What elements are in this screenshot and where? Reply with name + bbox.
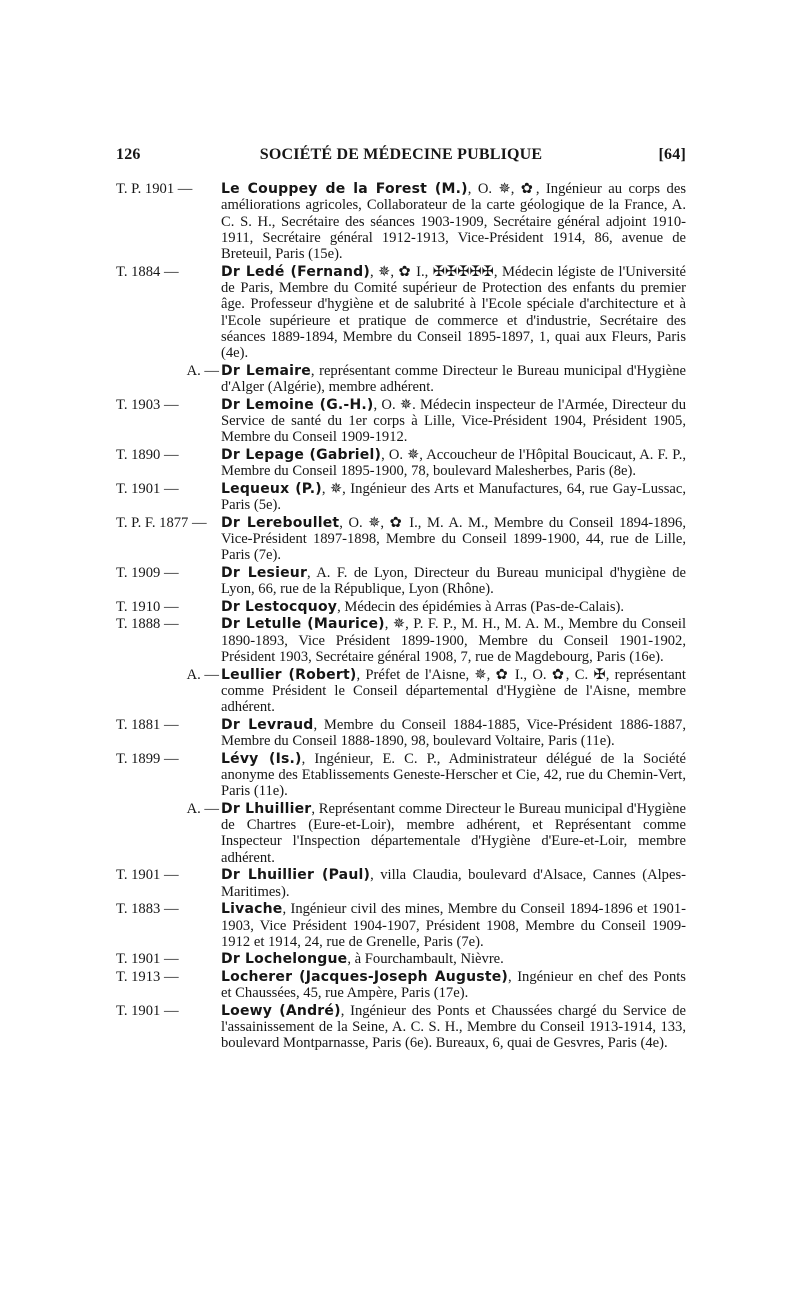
member-details: , Préfet de l'Aisne, ✵, ✿ I., O. ✿, C. ✠, représentant comme Président le Conseil départemental d'Hygiène de l'Aisne, membre adhérent. [221,666,686,716]
member-details: , Ingénieur, E. C. P., Administrateur délégué de la Société anonyme des Etablissements Geneste-Herscher et Cie, 42, rue du Chemin-Vert, Paris (11e). [221,750,686,800]
member-entry [116,951,686,967]
page-reference: [64] [658,146,686,163]
membership-prefix: T. P. F. 1877 — [116,514,207,531]
member-details: , Ingénieur en chef des Ponts et Chaussées, 45, rue Ampère, Paris (17e). [221,969,686,1002]
member-details: , Ingénieur civil des mines, Membre du Conseil 1894-1896 et 1901-1903, Vice Président 1904-1907, Président 1908, Membre du Conseil 1909-1912 et 1914, 24, rue de Grenelle, Paris (7e). [221,901,686,950]
member-entry [116,801,686,866]
member-name: Dr Ledé (Fernand) [221,263,370,280]
member-entry [116,363,686,396]
member-details: , O. ✵. Médecin inspecteur de l'Armée, Directeur du Service de santé du 1er corps à Lille, Vice-Président 1904, Président 1905, Membre du Conseil 1909-1912. [221,396,686,446]
membership-prefix: T. 1901 — [116,951,179,968]
member-name: Dr Lereboullet [221,514,340,531]
membership-prefix: T. 1903 — [116,396,179,413]
member-name: Dr Lemaire [221,362,311,379]
member-details: , représentant comme Directeur le Bureau municipal d'Hygiène d'Alger (Algérie), membre adhérent. [221,362,686,396]
member-name: Le Couppey de la Forest (M.) [221,181,468,197]
member-entry [116,751,686,800]
member-entry [116,1003,686,1052]
membership-prefix: T. P. 1901 — [116,181,193,197]
member-details: , ✵, ✿ I., ✠✠✠✠✠, Médecin légiste de l'Université de Paris, Membre du Comité supérieur de Protection des enfants du premier âge. Professeur d'hygiène et de salubrité à l'Ecole spéciale d'architecture et à l'Ecole supérieure et pratique de commerce et d'industrie, Secrétaire des séances 1889-1894, Membre du Conseil 1895-1897, 1, quai aux Fleurs, Paris (4e). [221,263,686,362]
membership-prefix: A. — [186,362,219,379]
member-entry [116,599,686,615]
member-entry [116,901,686,950]
membership-prefix: A. — [186,666,219,683]
member-name: Dr Levraud [221,716,314,733]
membership-prefix: T. 1899 — [116,750,179,767]
member-name: Dr Lhuillier [221,800,312,817]
member-name: Lévy (Is.) [221,750,302,767]
member-entry [116,481,686,514]
member-name: Dr Lestocquoy [221,598,338,615]
member-entry [116,515,686,564]
member-name: Locherer (Jacques-Joseph Auguste) [221,969,509,985]
membership-prefix: A. — [186,800,219,817]
member-details: , Membre du Conseil 1884-1885, Vice-Président 1886-1887, Membre du Conseil 1888-1890, 98, boulevard Voltaire, Paris (11e). [221,716,686,750]
member-entry [116,447,686,480]
member-entry [116,565,686,598]
member-details: , villa Claudia, boulevard d'Alsace, Cannes (Alpes-Maritimes). [221,867,686,900]
member-entry [116,867,686,900]
membership-prefix: T. 1890 — [116,446,179,463]
membership-prefix: T. 1901 — [116,1002,179,1019]
member-details: , ✵, Ingénieur des Arts et Manufactures, 64, rue Gay-Lussac, Paris (5e). [221,480,686,514]
membership-prefix: T. 1901 — [116,867,179,884]
member-details: , Ingénieur des Ponts et Chaussées chargé du Service de l'assainissement de la Seine, A. C. S. H., Membre du Conseil 1913-1914, 133, boulevard Montparnasse, Paris (6e). Bureaux, 6, quai de Gesvres, Paris (4e). [221,1002,686,1052]
membership-prefix: T. 1913 — [116,969,179,985]
member-name: Loewy (André) [221,1002,341,1019]
member-name: Dr Lochelongue [221,951,348,968]
member-details: , O. ✵, Accoucheur de l'Hôpital Boucicaut, A. F. P., Membre du Conseil 1895-1900, 78, boulevard Malesherbes, Paris (8e). [221,446,687,480]
member-entry [116,616,686,665]
member-name: Leullier (Robert) [221,666,357,683]
member-entry [116,717,686,750]
member-details: , Médecin des épidémies à Arras (Pas-de-Calais). [337,598,625,615]
member-entry [116,667,686,716]
membership-prefix: T. 1901 — [116,480,179,497]
member-details: , à Fourchambault, Nièvre. [347,951,504,968]
member-details: , A. F. de Lyon, Directeur du Bureau municipal d'hygiène de Lyon, 66, rue de la République, Lyon (Rhône). [221,564,686,598]
membership-prefix: T. 1881 — [116,716,179,733]
membership-prefix: T. 1888 — [116,616,179,633]
running-title: SOCIÉTÉ DE MÉDECINE PUBLIQUE [259,146,543,163]
member-entry [116,969,686,1002]
member-entry [116,181,686,262]
member-name: Dr Lhuillier (Paul) [221,867,371,884]
membership-prefix: T. 1909 — [116,564,179,581]
membership-prefix: T. 1910 — [116,598,179,615]
member-details: , ✵, P. F. P., M. H., M. A. M., Membre du Conseil 1890-1893, Vice Président 1899-1900, Membre du Conseil 1901-1902, Président 1903, Secrétaire général 1908, 7, rue de Magdebourg, Paris (16e). [221,616,686,665]
member-name: Dr Lemoine (G.-H.) [221,396,374,413]
member-details: , O. ✵, ✿ I., M. A. M., Membre du Conseil 1894-1896, Vice-Président 1897-1898, Membre du Conseil 1899-1900, 44, rue de Lille, Paris (7e). [221,514,686,564]
membership-prefix: T. 1884 — [116,263,179,280]
member-name: Dr Lepage (Gabriel) [221,446,382,463]
member-name: Dr Lesieur [221,564,308,581]
member-name: Livache [221,901,283,918]
member-details: , Représentant comme Directeur le Bureau municipal d'Hygiène de Chartres (Eure-et-Loir), membre adhérent, et Représentant comme Inspecteur l'Inspection départementale d'Hygiène d'Eure-et-Loir, membre adhérent. [221,800,687,866]
member-entry [116,397,686,446]
member-name: Lequeux (P.) [221,480,322,497]
membership-prefix: T. 1883 — [116,901,179,918]
member-list [116,181,686,1053]
page-number: 126 [116,146,141,163]
member-details: , O. ✵, ✿, Ingénieur au corps des améliorations agricoles, Collaborateur de la carte géologique de la France, A. C. S. H., Secrétaire des séances 1903-1909, Secrétaire général adjoint 1910-1911, Secrétaire général 1912-1913, Vice-Président 1914, 86, avenue de Breteuil, Paris (15e). [221,181,686,263]
running-header [116,146,686,166]
member-entry [116,264,686,362]
member-name: Dr Letulle (Maurice) [221,616,385,633]
